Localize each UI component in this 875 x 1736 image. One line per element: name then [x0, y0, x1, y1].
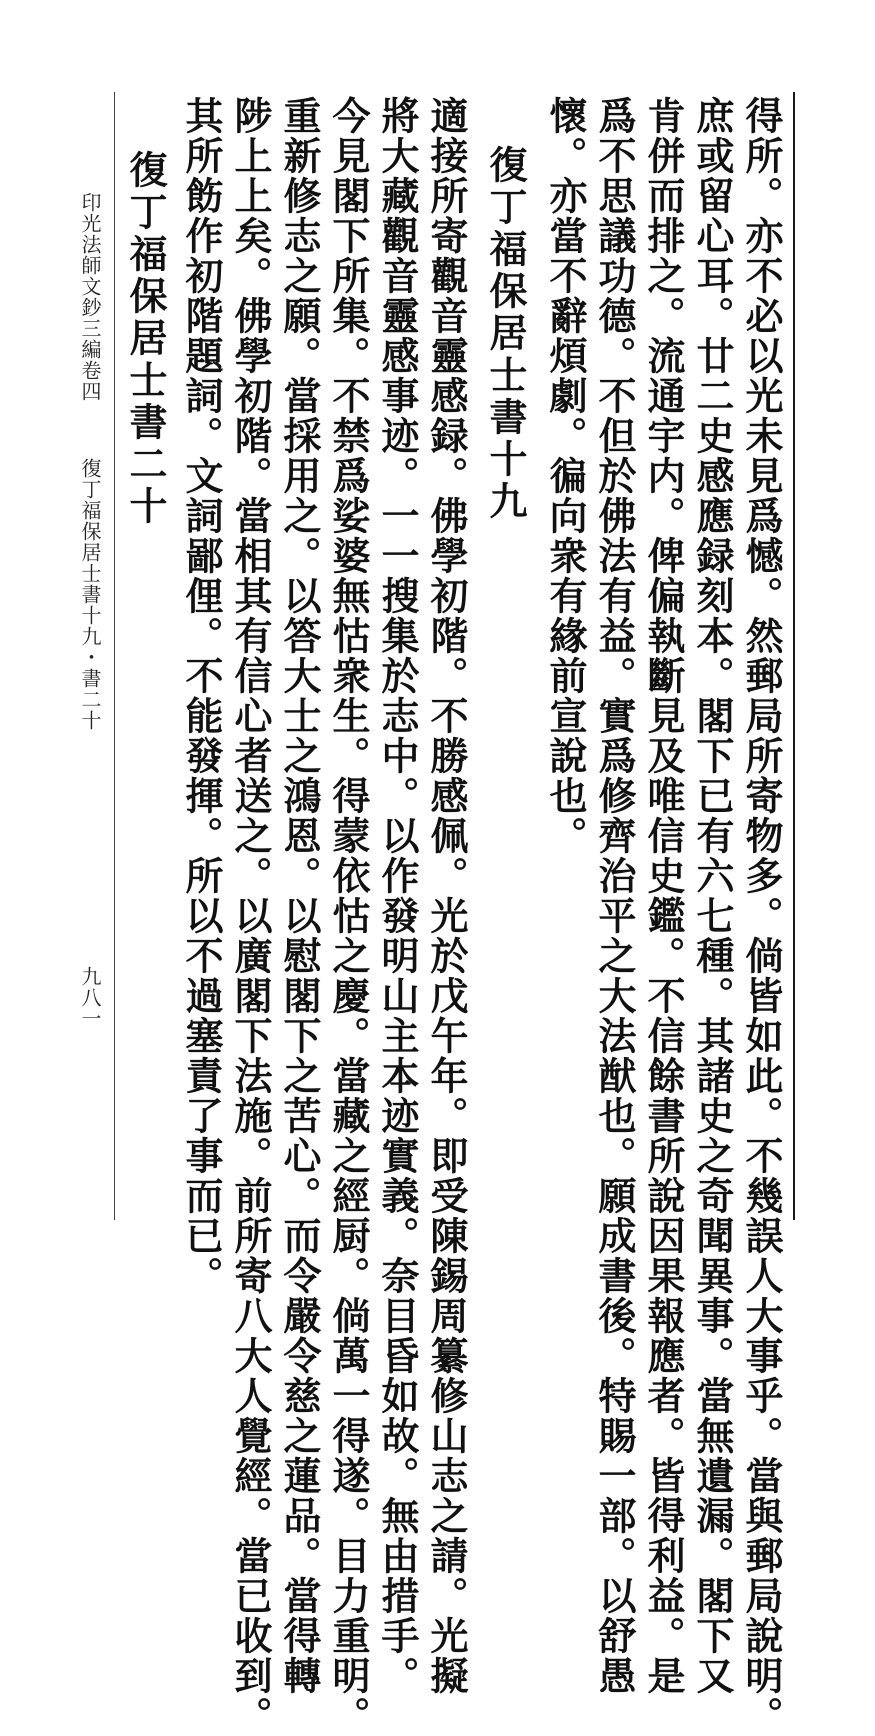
- letter-title-twenty: 復丁福保居士書二十: [123, 150, 168, 528]
- book-title-running-head: 印光法師文鈔三編卷四: [78, 192, 102, 402]
- text-column-5: 懷。亦當不辭煩劇。徧向衆有緣前宣說也。: [543, 96, 588, 856]
- section-title-running-head: 復丁福保居士書十九・書二十: [78, 458, 102, 731]
- text-column-11: 陟上上矣。佛學初階。當相其有信心者送之。以廣閣下法施。前所寄八大人覺經。當已收到。: [228, 96, 273, 1736]
- page-frame-left-line: [114, 92, 115, 1220]
- page-number: 九八一: [78, 966, 102, 1029]
- text-column-4: 爲不思議功德。不但於佛法有益。實爲修齊治平之大法猷也。願成書後。特賜一部。以舒愚: [592, 96, 637, 1696]
- text-column-12: 其所飭作初階題詞。文詞鄙俚。不能發揮。所以不過塞責了事而已。: [179, 96, 224, 1296]
- letter-title-nineteen: 復丁福保居士書十九: [483, 145, 528, 523]
- text-column-10: 重新修志之願。當採用之。以答大士之鴻恩。以慰閣下之苦心。而令嚴令慈之蓮品。當得轉: [277, 96, 322, 1696]
- text-column-7: 適接所寄觀音靈感録。佛學初階。不勝感佩。光於戊午年。即受陳錫周纂修山志之請。光擬: [424, 96, 469, 1696]
- text-column-3: 肯併而排之。流通宇内。俾偏執斷見及唯信史鑑。不信餘書所說因果報應者。皆得利益。是: [641, 96, 686, 1696]
- page-frame-right-line: [793, 92, 795, 1220]
- text-column-8: 將大藏觀音靈感事迹。一一搜集於志中。以作發明山主本迹實義。奈目昏如故。無由措手。: [375, 96, 420, 1696]
- text-column-1: 得所。亦不必以光未見爲憾。然郵局所寄物多。倘皆如此。不幾誤人大事乎。當與郵局說明。: [739, 96, 784, 1736]
- text-column-2: 庶或留心耳。廿二史感應録刻本。閣下已有六七種。其諸史之奇聞異事。當無遺漏。閣下又: [690, 96, 735, 1696]
- text-column-9: 今見閣下所集。不禁爲娑婆無怙衆生。得蒙依怙之慶。當藏之經厨。倘萬一得遂。目力重明。: [326, 96, 371, 1736]
